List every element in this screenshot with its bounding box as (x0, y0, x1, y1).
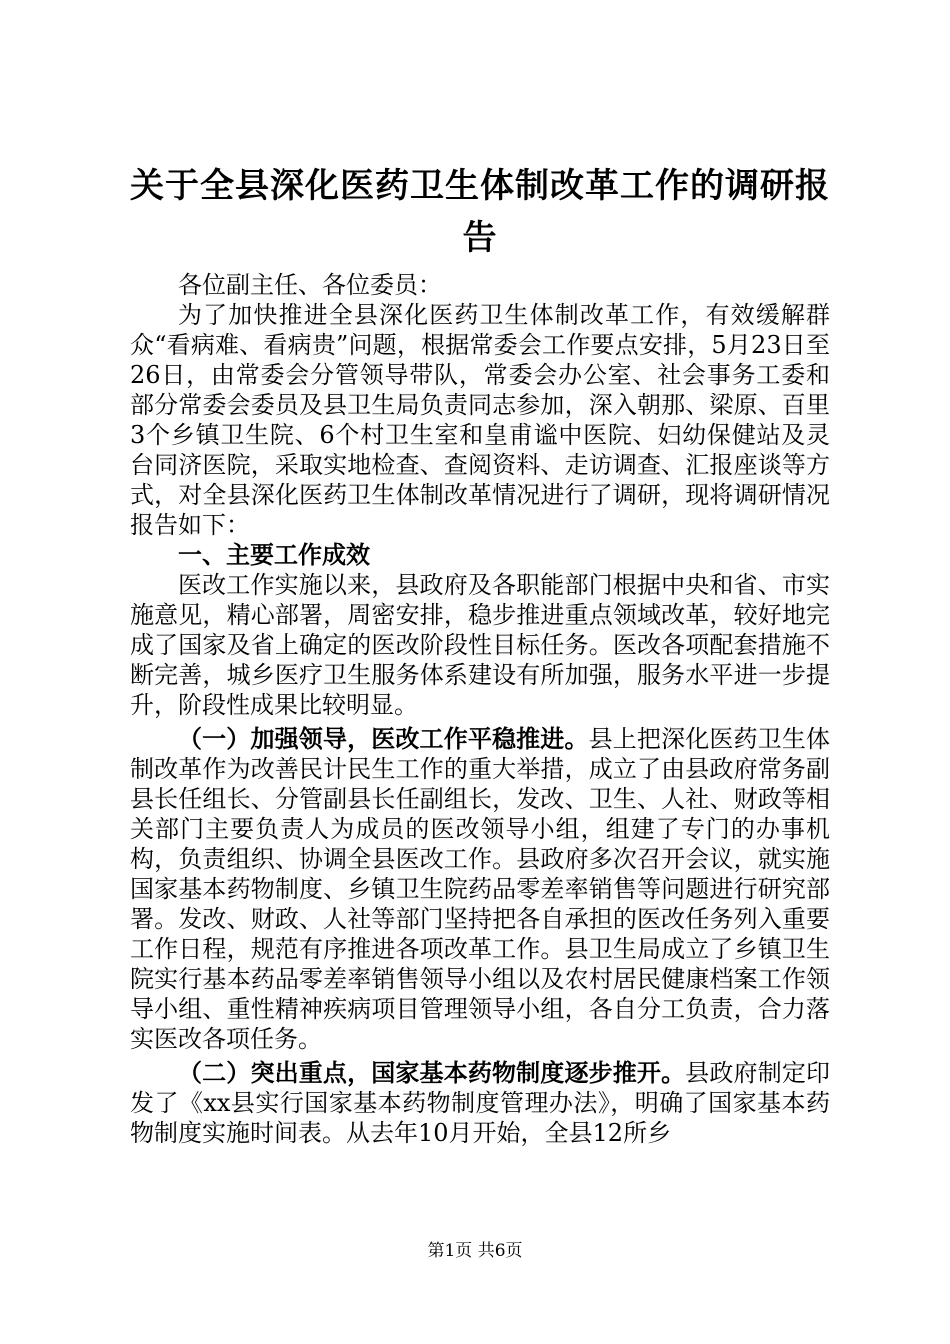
subsection-1-body: 县上把深化医药卫生体制改革作为改善民计民生工作的重大举措，成立了由县政府常务副县长任组长、分管副县长任副组长，发改、卫生、人社、财政等相关部门主要负责人为成员的医改领导小组，组建了专门的办事机构，负责组织、协调全县医改工作。县政府多次召开会议，就实施国家基本药物制度、乡镇卫生院药品零差率销售等问题进行研究部署。发改、财政、人社等部门坚持把各自承担的医改任务列入重要工作日程，规范有序推进各项改革工作。县卫生局成立了乡镇卫生院实行基本药品零差率销售领导小组以及农村居民健康档案工作领导小组、重性精神疾病项目管理领导小组，各自分工负责，合力落实医改各项任务。 (130, 725, 831, 1053)
subsection-1-heading: （一）加强领导，医改工作平稳推进。 (178, 725, 589, 753)
subsection-2-body: 县政府制定印发了《xx县实行国家基本药物制度管理办法》，明确了国家基本药物制度实施时间表。从去年10月开始，全县12所乡 (130, 1059, 831, 1147)
subsection-2-heading: （二）突出重点，国家基本药物制度逐步推开。 (178, 1059, 686, 1087)
section-1-paragraph: 医改工作实施以来，县政府及各职能部门根据中央和省、市实施意见，精心部署，周密安排，稳步推进重点领域改革，较好地完成了国家及省上确定的医改阶段性目标任务。医改各项配套措施不断完善，城乡医疗卫生服务体系建设有所加强，服务水平进一步提升，阶段性成果比较明显。 (130, 571, 830, 719)
section-heading-1: 一、主要工作成效 (178, 541, 370, 569)
salutation: 各位副主任、各位委员： (178, 271, 442, 299)
subsection-2-paragraph (130, 1058, 830, 1148)
document-title (130, 160, 830, 264)
document-page (130, 160, 830, 1148)
page-footer: 第1页 共6页 (427, 1241, 523, 1261)
title-line-1: 关于全县深化医药卫生体制改革工作的调研报 (130, 166, 830, 206)
intro-paragraph: 为了加快推进全县深化医药卫生体制改革工作，有效缓解群众“看病难、看病贵”问题，根据常委会工作要点安排，5月23日至26日，由常委会分管领导带队，常委会办公室、社会事务工委和部分常委会委员及县卫生局负责同志参加，深入朝那、梁原、百里3个乡镇卫生院、6个村卫生室和皇甫谧中医院、妇幼保健站及灵台同济医院，采取实地检查、查阅资料、走访调查、汇报座谈等方式，对全县深化医药卫生体制改革情况进行了调研，现将调研情况报告如下： (130, 301, 830, 539)
subsection-1-paragraph (130, 724, 830, 1054)
title-line-2: 告 (462, 218, 498, 258)
